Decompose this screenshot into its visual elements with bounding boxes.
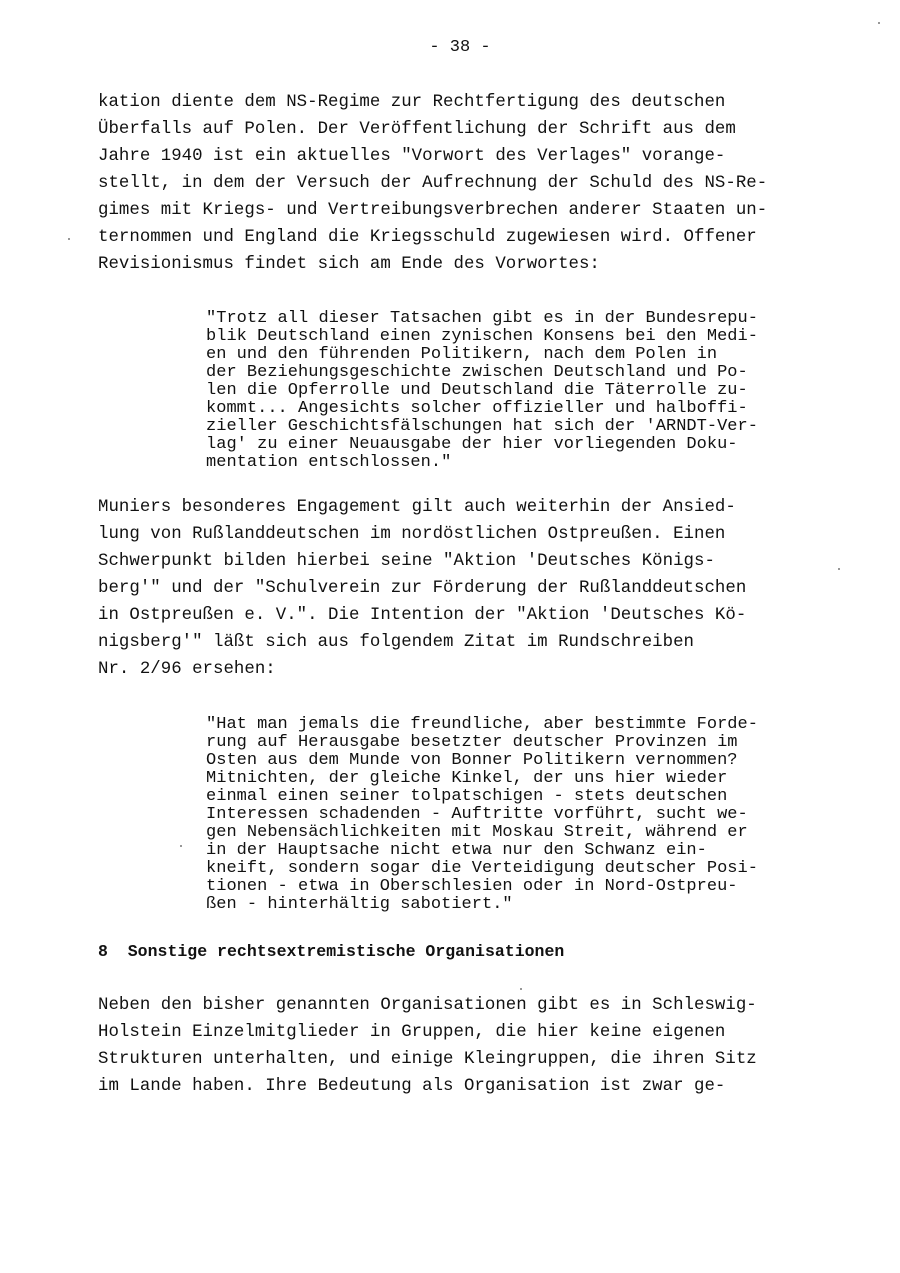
- quote-line: len die Opferrolle und Deutschland die Täterrolle zu-: [206, 381, 748, 400]
- quote-line: einmal einen seiner tolpatschigen - stets deutschen: [206, 787, 728, 806]
- scan-speck: [520, 988, 522, 990]
- quote-line: gen Nebensächlichkeiten mit Moskau Streit, während er: [206, 823, 748, 842]
- scan-speck: [68, 238, 70, 240]
- quote-line: "Hat man jemals die freundliche, aber bestimmte Forde-: [206, 715, 758, 734]
- text-line: stellt, in dem der Versuch der Aufrechnung der Schuld des NS-Re-: [98, 174, 768, 193]
- quote-line: en und den führenden Politikern, nach dem Polen in: [206, 345, 718, 364]
- text-line: Jahre 1940 ist ein aktuelles "Vorwort des Verlages" vorange-: [98, 147, 726, 166]
- quote-line: rung auf Herausgabe besetzter deutscher Provinzen im: [206, 733, 738, 752]
- text-line: ternommen und England die Kriegsschuld zugewiesen wird. Offener: [98, 228, 757, 247]
- text-line: lung von Rußlanddeutschen im nordöstlichen Ostpreußen. Einen: [98, 525, 726, 544]
- quote-line: Interessen schadenden - Auftritte vorführt, sucht we-: [206, 805, 748, 824]
- quote-line: Osten aus dem Munde von Bonner Politikern vernommen?: [206, 751, 738, 770]
- text-line: Neben den bisher genannten Organisationen gibt es in Schleswig-: [98, 996, 757, 1015]
- quote-line: tionen - etwa in Oberschlesien oder in Nord-Ostpreu-: [206, 877, 738, 896]
- quote-line: ßen - hinterhältig sabotiert.": [206, 895, 513, 914]
- scan-speck: [878, 22, 880, 24]
- text-line: kation diente dem NS-Regime zur Rechtfertigung des deutschen: [98, 93, 726, 112]
- text-line: Überfalls auf Polen. Der Veröffentlichung der Schrift aus dem: [98, 120, 736, 139]
- quote-line: zieller Geschichtsfälschungen hat sich der 'ARNDT-Ver-: [206, 417, 758, 436]
- scan-speck: [838, 568, 840, 570]
- quote-line: blik Deutschland einen zynischen Konsens bei den Medi-: [206, 327, 758, 346]
- text-line: Muniers besonderes Engagement gilt auch weiterhin der Ansied-: [98, 498, 736, 517]
- text-line: im Lande haben. Ihre Bedeutung als Organisation ist zwar ge-: [98, 1077, 726, 1096]
- quote-line: Mitnichten, der gleiche Kinkel, der uns hier wieder: [206, 769, 728, 788]
- page-number: - 38 -: [429, 38, 491, 57]
- text-line: gimes mit Kriegs- und Vertreibungsverbrechen anderer Staaten un-: [98, 201, 768, 220]
- quote-line: mentation entschlossen.": [206, 453, 452, 472]
- quote-line: kommt... Angesichts solcher offizieller und halboffi-: [206, 399, 748, 418]
- quote-line: kneift, sondern sogar die Verteidigung deutscher Posi-: [206, 859, 758, 878]
- scan-speck: [180, 845, 182, 847]
- text-line: Holstein Einzelmitglieder in Gruppen, die hier keine eigenen: [98, 1023, 726, 1042]
- text-line: Strukturen unterhalten, und einige Kleingruppen, die ihren Sitz: [98, 1050, 757, 1069]
- quote-line: lag' zu einer Neuausgabe der hier vorliegenden Doku-: [206, 435, 738, 454]
- text-line: Revisionismus findet sich am Ende des Vorwortes:: [98, 255, 600, 274]
- section-heading: 8 Sonstige rechtsextremistische Organisationen: [98, 942, 565, 961]
- text-line: nigsberg'" läßt sich aus folgendem Zitat im Rundschreiben: [98, 633, 694, 652]
- text-line: Nr. 2/96 ersehen:: [98, 660, 276, 679]
- quote-line: "Trotz all dieser Tatsachen gibt es in der Bundesrepu-: [206, 309, 758, 328]
- quote-line: in der Hauptsache nicht etwa nur den Schwanz ein-: [206, 841, 707, 860]
- text-line: in Ostpreußen e. V.". Die Intention der "Aktion 'Deutsches Kö-: [98, 606, 747, 625]
- text-line: berg'" und der "Schulverein zur Förderung der Rußlanddeutschen: [98, 579, 747, 598]
- text-line: Schwerpunkt bilden hierbei seine "Aktion 'Deutsches Königs-: [98, 552, 715, 571]
- quote-line: der Beziehungsgeschichte zwischen Deutschland und Po-: [206, 363, 748, 382]
